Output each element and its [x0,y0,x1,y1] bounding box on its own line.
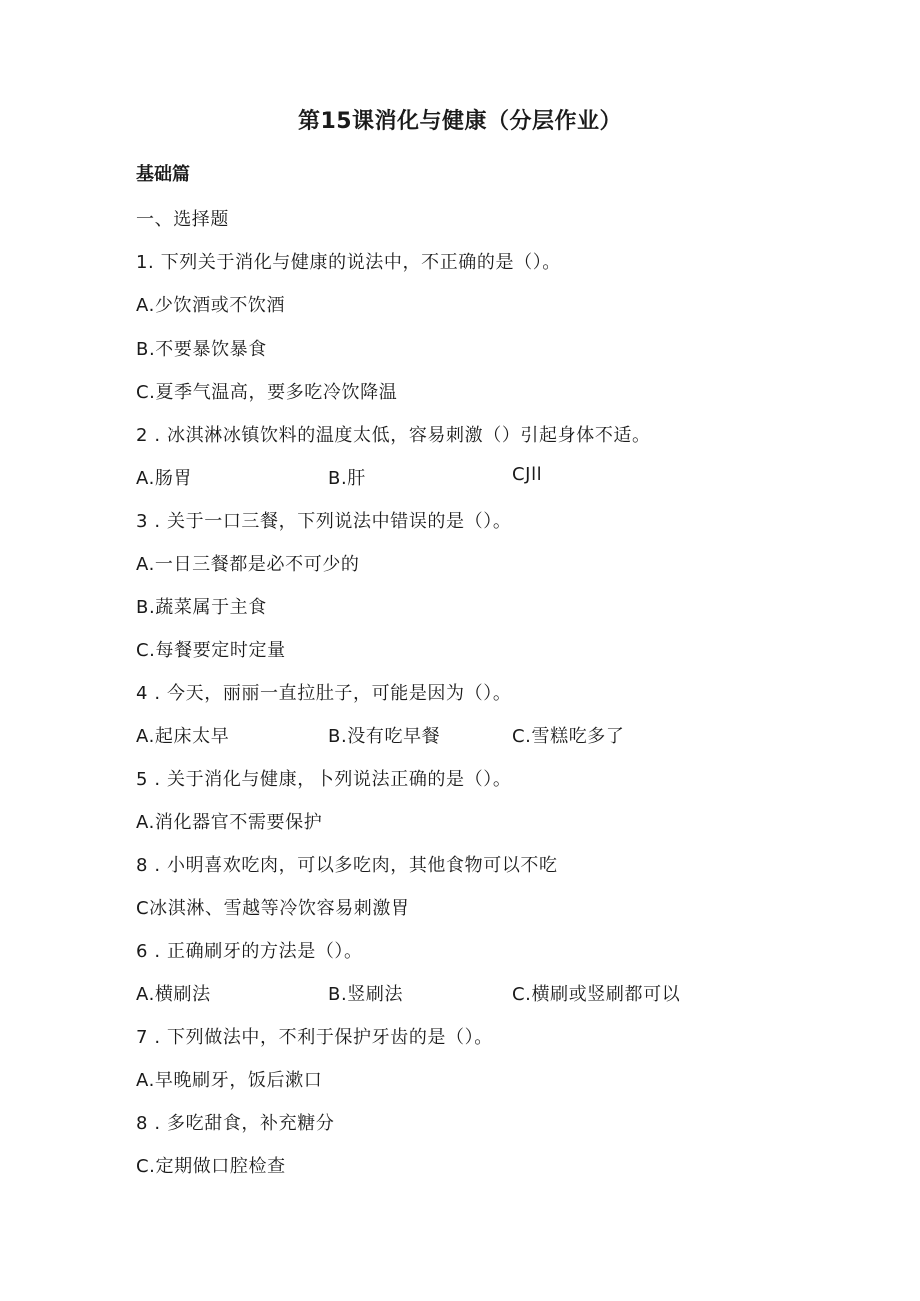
question-6-option-c: C.横刷或竖刷都可以 [512,984,681,1005]
question-3-option-c: C.每餐要定时定量 [136,640,286,661]
question-1-stem: 1. 下列关于消化与健康的说法中，不正确的是（）。 [136,252,561,273]
question-4-option-c: C.雪糕吃多了 [512,726,625,747]
question-7-option-a: A.早晚刷牙，饭后漱口 [136,1070,323,1091]
question-4-options [136,722,836,748]
question-5-stem: 5 . 关于消化与健康，卜列说法正确的是（）。 [136,769,512,790]
question-1-option-b: B.不要暴饮暴食 [136,339,267,360]
question-6-options [136,980,836,1006]
question-5-option-b: 8 . 小明喜欢吃肉，可以多吃肉，其他食物可以不吃 [136,855,558,876]
question-3-option-b: B.蔬菜属于主食 [136,597,267,618]
question-2-option-a: A.肠胃 [136,468,193,489]
question-1-option-c: C.夏季气温高，要多吃冷饮降温 [136,382,398,403]
question-7-option-c: C.定期做口腔检查 [136,1156,286,1177]
question-6-option-b: B.竖刷法 [328,984,404,1005]
question-2-options [136,464,836,490]
question-2-option-b: B.肝 [328,468,366,489]
question-5-option-c: C冰淇淋、雪越等冷饮容易刺激胃 [136,898,410,919]
question-1-option-a: A.少饮酒或不饮酒 [136,295,286,316]
question-4-option-b: B.没有吃早餐 [328,726,441,747]
page-title: 第15课消化与健康（分层作业） [297,109,623,134]
question-2-option-c: CJll [512,464,543,485]
question-4-stem: 4 . 今天，丽丽一直拉肚子，可能是因为（）。 [136,683,512,704]
question-5-option-a: A.消化器官不需要保护 [136,812,323,833]
question-3-option-a: A.一日三餐都是必不可少的 [136,554,360,575]
question-3-stem: 3 . 关于一口三餐，下列说法中错误的是（）。 [136,511,512,532]
question-6-stem: 6 . 正确刷牙的方法是（）。 [136,941,363,962]
question-2-stem: 2 . 冰淇淋冰镇饮料的温度太低，容易刺激（）引起身体不适。 [136,425,651,446]
question-7-option-b: 8 . 多吃甜食，补充糖分 [136,1113,335,1134]
part-heading: 一、选择题 [136,209,229,230]
question-6-option-a: A.横刷法 [136,984,211,1005]
question-4-option-a: A.起床太早 [136,726,230,747]
question-7-stem: 7 . 下列做法中，不利于保护牙齿的是（）。 [136,1027,493,1048]
section-heading: 基础篇 [136,164,190,185]
